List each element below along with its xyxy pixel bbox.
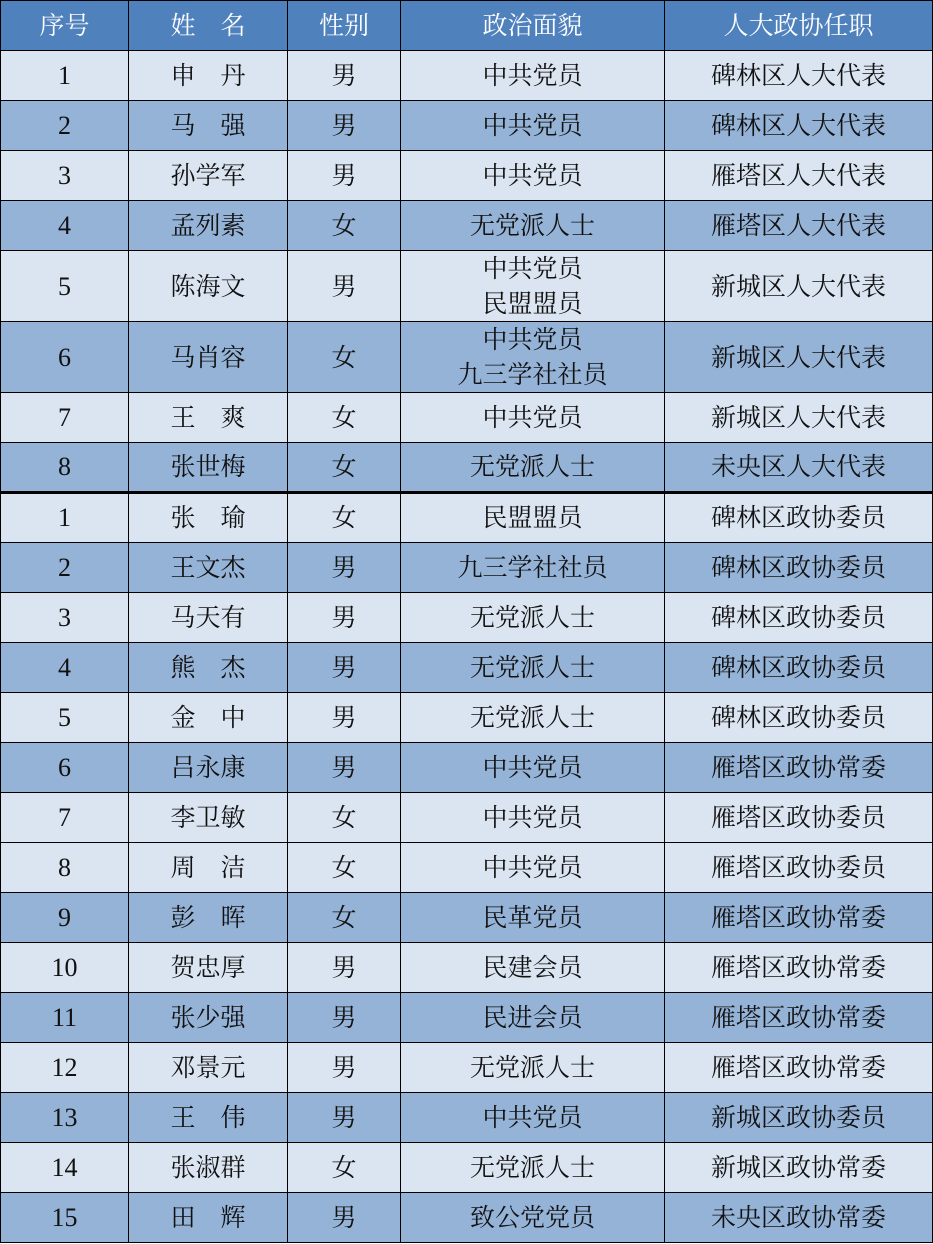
cell-number: 3 [1,593,129,643]
table-row [1,1043,933,1093]
header-name: 姓 名 [129,1,288,51]
political-status-line: 民进会员 [482,1002,583,1032]
cell-name: 张 瑜 [129,493,288,543]
cell-number: 5 [1,251,129,322]
cell-number: 14 [1,1143,129,1193]
cell-number: 6 [1,322,129,393]
cell-gender: 男 [288,543,401,593]
cell-name: 吕永康 [129,743,288,793]
table-row [1,1093,933,1143]
cell-political-status [401,643,665,693]
header-number: 序号 [1,1,129,51]
cell-number: 2 [1,543,129,593]
political-status-line: 九三学社社员 [457,360,608,389]
cell-gender: 男 [288,643,401,693]
cell-number: 15 [1,1193,129,1243]
cell-position: 碑林区政协委员 [665,543,933,593]
cell-position: 新城区人大代表 [665,251,933,322]
cell-gender: 男 [288,1193,401,1243]
cell-position: 碑林区人大代表 [665,51,933,101]
cell-number: 4 [1,643,129,693]
political-status-line: 民革党员 [482,902,583,932]
cell-gender: 男 [288,593,401,643]
cell-number: 8 [1,443,129,493]
table-row [1,693,933,743]
cell-political-status [401,593,665,643]
header-political-status: 政治面貌 [401,1,665,51]
cell-number: 2 [1,101,129,151]
cell-number: 3 [1,151,129,201]
cell-position: 新城区政协委员 [665,1093,933,1143]
cell-number: 1 [1,51,129,101]
cell-position: 碑林区政协委员 [665,593,933,643]
table-row [1,1143,933,1193]
header-position: 人大政协任职 [665,1,933,51]
political-status-line: 中共党员 [482,60,583,90]
cell-position: 碑林区政协委员 [665,493,933,543]
cell-gender: 男 [288,743,401,793]
table-row [1,51,933,101]
political-status-line: 民建会员 [482,952,583,982]
table-row [1,1193,933,1243]
cell-name: 金 中 [129,693,288,743]
cell-political-status [401,443,665,493]
cell-political-status [401,993,665,1043]
political-status-line: 中共党员 [482,852,583,882]
political-status-line: 无党派人士 [469,1152,595,1182]
table-row [1,643,933,693]
cell-position: 新城区政协常委 [665,1143,933,1193]
cell-gender: 女 [288,322,401,393]
cell-political-status [401,793,665,843]
cell-gender: 女 [288,1143,401,1193]
cell-gender: 男 [288,943,401,993]
cell-political-status [401,843,665,893]
table-row [1,251,933,322]
table-row [1,593,933,643]
cell-gender: 男 [288,993,401,1043]
cell-gender: 男 [288,101,401,151]
political-status-line: 中共党员 [482,752,583,782]
cell-political-status [401,201,665,251]
political-status-line: 中共党员 [482,254,583,283]
political-status-line: 中共党员 [482,802,583,832]
cell-name: 熊 杰 [129,643,288,693]
cell-name: 马 强 [129,101,288,151]
cell-political-status [401,1093,665,1143]
cell-political-status [401,493,665,543]
cell-position: 雁塔区政协常委 [665,1043,933,1093]
cell-gender: 女 [288,443,401,493]
political-status-line: 中共党员 [482,1102,583,1132]
cell-number: 6 [1,743,129,793]
cell-political-status [401,393,665,443]
cell-position: 新城区人大代表 [665,322,933,393]
cell-gender: 男 [288,251,401,322]
cell-political-status [401,543,665,593]
cell-name: 李卫敏 [129,793,288,843]
cell-political-status [401,101,665,151]
political-status-line: 无党派人士 [469,210,595,240]
cell-number: 7 [1,793,129,843]
table-row [1,101,933,151]
table-row [1,743,933,793]
cell-position: 新城区人大代表 [665,393,933,443]
cell-gender: 女 [288,793,401,843]
cell-position: 未央区政协常委 [665,1193,933,1243]
table-row [1,493,933,543]
political-status-line: 无党派人士 [469,702,595,732]
cell-gender: 女 [288,893,401,943]
cell-number: 9 [1,893,129,943]
political-status-line: 民盟盟员 [482,289,583,318]
cell-name: 孙学军 [129,151,288,201]
cell-gender: 女 [288,393,401,443]
table-row [1,393,933,443]
cell-name: 张世梅 [129,443,288,493]
table-body [1,51,933,1243]
cell-name: 马肖容 [129,322,288,393]
political-status-line: 无党派人士 [469,1052,595,1082]
table-row [1,893,933,943]
cell-name: 申 丹 [129,51,288,101]
cell-political-status [401,1193,665,1243]
cell-number: 13 [1,1093,129,1143]
cell-name: 陈海文 [129,251,288,322]
cell-position: 雁塔区政协委员 [665,843,933,893]
cell-name: 张少强 [129,993,288,1043]
political-status-line: 无党派人士 [469,452,595,481]
cell-name: 王文杰 [129,543,288,593]
cell-number: 12 [1,1043,129,1093]
cell-position: 雁塔区政协常委 [665,743,933,793]
cell-position: 雁塔区政协常委 [665,943,933,993]
cell-position: 雁塔区人大代表 [665,151,933,201]
cell-position: 雁塔区人大代表 [665,201,933,251]
cell-political-status [401,1143,665,1193]
cell-gender: 男 [288,693,401,743]
cell-number: 8 [1,843,129,893]
header-row [1,1,933,51]
cell-gender: 男 [288,151,401,201]
cell-position: 雁塔区政协常委 [665,893,933,943]
political-status-line: 中共党员 [482,110,583,140]
cell-number: 7 [1,393,129,443]
cell-name: 孟列素 [129,201,288,251]
cell-position: 雁塔区政协常委 [665,993,933,1043]
cell-position: 碑林区人大代表 [665,101,933,151]
cell-gender: 男 [288,1093,401,1143]
table-row [1,151,933,201]
cell-political-status [401,943,665,993]
cell-number: 4 [1,201,129,251]
cell-position: 雁塔区政协委员 [665,793,933,843]
cell-name: 张淑群 [129,1143,288,1193]
cell-gender: 女 [288,843,401,893]
political-status-line: 九三学社社员 [457,552,608,582]
table-row [1,322,933,393]
cell-position: 碑林区政协委员 [665,643,933,693]
table-header [1,1,933,51]
cell-name: 王 爽 [129,393,288,443]
cell-political-status [401,51,665,101]
table-row [1,993,933,1043]
cell-number: 11 [1,993,129,1043]
cell-political-status [401,251,665,322]
cell-number: 5 [1,693,129,743]
cell-political-status [401,322,665,393]
political-status-line: 中共党员 [482,160,583,190]
political-status-line: 无党派人士 [469,652,595,682]
cell-number: 10 [1,943,129,993]
cell-name: 邓景元 [129,1043,288,1093]
political-status-line: 无党派人士 [469,602,595,632]
cell-name: 彭 晖 [129,893,288,943]
cell-political-status [401,743,665,793]
cell-gender: 女 [288,493,401,543]
cell-name: 周 洁 [129,843,288,893]
political-status-line: 中共党员 [482,402,583,432]
cell-political-status [401,893,665,943]
table-row [1,201,933,251]
cell-number: 1 [1,493,129,543]
cell-position: 碑林区政协委员 [665,693,933,743]
cell-position: 未央区人大代表 [665,443,933,493]
table-row [1,943,933,993]
cell-political-status [401,151,665,201]
table-row [1,793,933,843]
cell-political-status [401,1043,665,1093]
cell-name: 贺忠厚 [129,943,288,993]
table-row [1,843,933,893]
table-row [1,443,933,493]
header-gender: 性别 [288,1,401,51]
political-status-line: 民盟盟员 [482,503,583,532]
cell-name: 田 辉 [129,1193,288,1243]
cell-gender: 男 [288,51,401,101]
cell-gender: 男 [288,1043,401,1093]
political-status-line: 致公党党员 [469,1202,595,1232]
cell-name: 马天有 [129,593,288,643]
cell-name: 王 伟 [129,1093,288,1143]
cell-gender: 女 [288,201,401,251]
table-row [1,543,933,593]
political-status-line: 中共党员 [482,325,583,354]
cell-political-status [401,693,665,743]
